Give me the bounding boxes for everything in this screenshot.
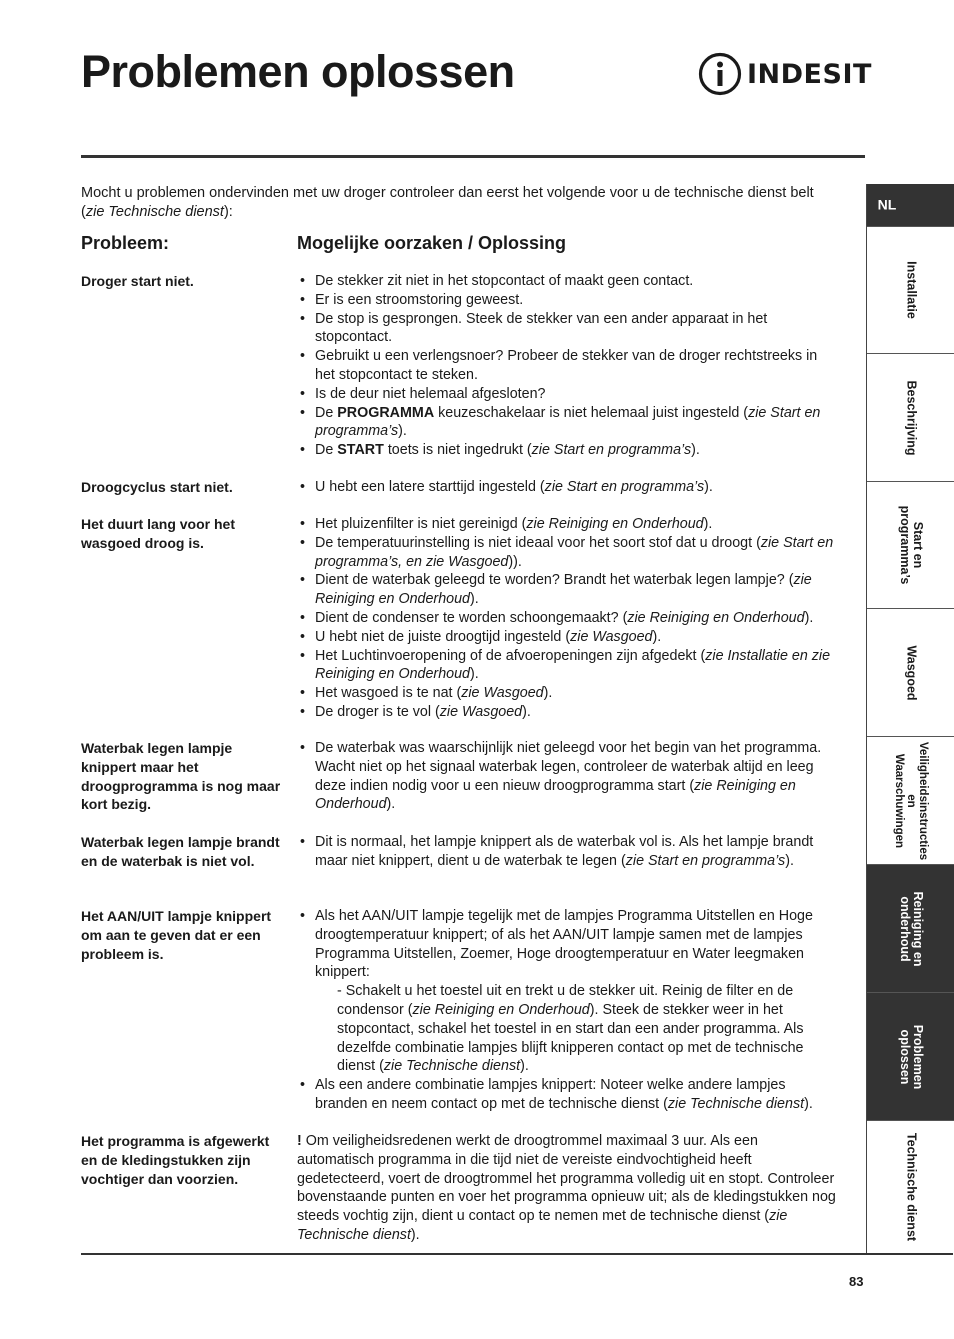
- problem-label: Waterbak legen lampje knippert maar het droogprogramma is nog maar kort bezig.: [81, 740, 281, 813]
- problem-label: Het duurt lang voor het wasgoed droog is.: [81, 516, 235, 551]
- tab-nl[interactable]: NL: [867, 184, 954, 227]
- section-sidebar: [866, 184, 954, 1253]
- tab-wasgoed[interactable]: Wasgoed: [867, 609, 954, 737]
- list-item: • De droger is te vol (zie Wasgoed).: [297, 703, 837, 722]
- tab-technische-dienst[interactable]: Technische dienst: [904, 1132, 919, 1242]
- tab-start-en-programmas[interactable]: Start en programma’s: [867, 482, 954, 609]
- list-item: • U hebt een latere starttijd ingesteld (zie Start en programma’s).: [297, 478, 837, 497]
- list-item: • Dit is normaal, het lampje knippert als de waterbak vol is. Als het lampje brandt maar niet knippert, dient u de waterbak te legen (zie Start en programma’s).: [297, 833, 837, 871]
- problem-label: Waterbak legen lampje brandt en de waterbak is niet vol.: [81, 834, 280, 869]
- solution-list: [297, 907, 837, 1114]
- list-item: • Er is een stroomstoring geweest.: [297, 291, 837, 310]
- brand-logo: [698, 52, 872, 96]
- problem-label: Droogcyclus start niet.: [81, 479, 233, 495]
- tab-problemen-oplossen[interactable]: Problemen oplossen: [867, 993, 954, 1121]
- list-item: • Dient de condenser te worden schoongemaakt? (zie Reiniging en Onderhoud).: [297, 609, 837, 628]
- list-item: • Als het AAN/UIT lampje tegelijk met de lampjes Programma Uitstellen en Hoge droogtemperatuur knippert; of als het AAN/UIT lampje samen met de lampjes Programma Uitstellen, Zoemer, Hoge droogtemperatuur en Water leegmaken knippert: - Schakelt u het toestel uit en trekt u de stekker uit. Reinig de filter en de condensor (zie Reiniging en Onderhoud). Steek de stekker weer in het stopcontact, schakel het toestel in en start dan een ander programma. Als dezelfde combinatie lampjes blijft knipperen contact op met de technische dienst (zie Technische dienst).: [297, 907, 837, 1076]
- sub-instruction: - Schakelt u het toestel uit en trekt u de stekker uit. Reinig de filter en de condensor (zie Reiniging en Onderhoud). Steek de stekker weer in het stopcontact, schakel het toestel in en start dan een ander programma. Als dezelfde combinatie lampjes blijft knipperen contact op met de technische dienst (zie Technische dienst).: [337, 983, 804, 1075]
- indesit-logo-icon: [698, 52, 742, 96]
- list-item: • De waterbak was waarschijnlijk niet geleegd voor het begin van het programma. Wacht niet op het signaal waterbak legen, controleer de waterbak altijd en leeg deze indien nodig voor u een nieuw droogprogramma start (zie Reiniging en Onderhoud).: [297, 739, 837, 814]
- list-item: • Dient de waterbak geleegd te worden? Brandt het waterbak legen lampje? (zie Reiniging en Onderhoud).: [297, 571, 837, 609]
- list-item: • Is de deur niet helemaal afgesloten?: [297, 385, 837, 404]
- solution-text: ! Om veiligheidsredenen werkt de droogtrommel maximaal 3 uur. Als een automatisch programma in die tijd niet de vereiste eindvochtigheid heeft gedetecteerd, voert de droogtrommel het programma volledig uit en stopt. Controleer bovenstaande punten en voer het programma opnieuw uit; als de kledingstukken nog steeds vochtig zijn, dient u contact op te nemen met de technische dienst (zie Technische dienst).: [297, 1133, 836, 1243]
- list-item: • De stekker zit niet in het stopcontact of maakt geen contact.: [297, 272, 837, 291]
- tab-veiligheidsinstructies[interactable]: Veiligheidsinstructies en Waarschuwingen: [867, 737, 954, 865]
- page-number: 83: [849, 1274, 864, 1289]
- bottom-divider: [81, 1253, 953, 1255]
- list-item: • De PROGRAMMA keuzeschakelaar is niet helemaal juist ingesteld (zie Start en programma’s).: [297, 404, 837, 442]
- page-title: Problemen oplossen: [81, 46, 515, 97]
- solution-list: [297, 478, 837, 497]
- list-item: • Het Luchtinvoeropening of de afvoeropeningen zijn afgedekt (zie Installatie en zie Reiniging en Onderhoud).: [297, 647, 837, 685]
- solution-list: [297, 515, 837, 722]
- list-item: • Gebruikt u een verlengsnoer? Probeer de stekker van de droger rechtstreeks in het stopcontact te steken.: [297, 347, 837, 385]
- solution-list: [297, 272, 837, 460]
- list-item: • Als een andere combinatie lampjes knippert: Noteer welke andere lampjes branden en neem contact op met de technische dienst (zie Technische dienst).: [297, 1076, 837, 1114]
- warning-mark: !: [297, 1133, 302, 1149]
- solution-list: [297, 833, 837, 871]
- top-divider: [81, 155, 865, 158]
- problem-label: Droger start niet.: [81, 273, 194, 289]
- list-item: • De temperatuurinstelling is niet ideaal voor het soort stof dat u droogt (zie Start en programma’s, en zie Wasgoed)).: [297, 534, 837, 572]
- tab-reiniging-en-onderhoud[interactable]: Reiniging en onderhoud: [867, 865, 954, 993]
- list-item: • De START toets is niet ingedrukt (zie Start en programma’s).: [297, 441, 837, 460]
- tab-installatie[interactable]: Installatie: [867, 227, 954, 354]
- tab-beschrijving[interactable]: Beschrijving: [867, 354, 954, 482]
- brand-name: INDESIT: [747, 58, 872, 90]
- solution-list: [297, 739, 837, 814]
- problem-label: Het AAN/UIT lampje knippert om aan te geven dat er een probleem is.: [81, 908, 272, 962]
- list-item: • Het pluizenfilter is niet gereinigd (zie Reiniging en Onderhoud).: [297, 515, 837, 534]
- list-item: • De stop is gesprongen. Steek de stekker van een ander apparaat in het stopcontact.: [297, 310, 837, 348]
- intro-text: Mocht u problemen ondervinden met uw droger controleer dan eerst het volgende voor u de technische dienst belt (zie Technische dienst):: [81, 185, 814, 220]
- list-item: • U hebt niet de juiste droogtijd ingesteld (zie Wasgoed).: [297, 628, 837, 647]
- solution-column-header: Mogelijke oorzaken / Oplossing: [297, 233, 567, 253]
- problem-label: Het programma is afgewerkt en de kledingstukken zijn vochtiger dan voorzien.: [81, 1133, 270, 1187]
- list-item: • Het wasgoed is te nat (zie Wasgoed).: [297, 684, 837, 703]
- problem-column-header: Probleem:: [81, 233, 170, 253]
